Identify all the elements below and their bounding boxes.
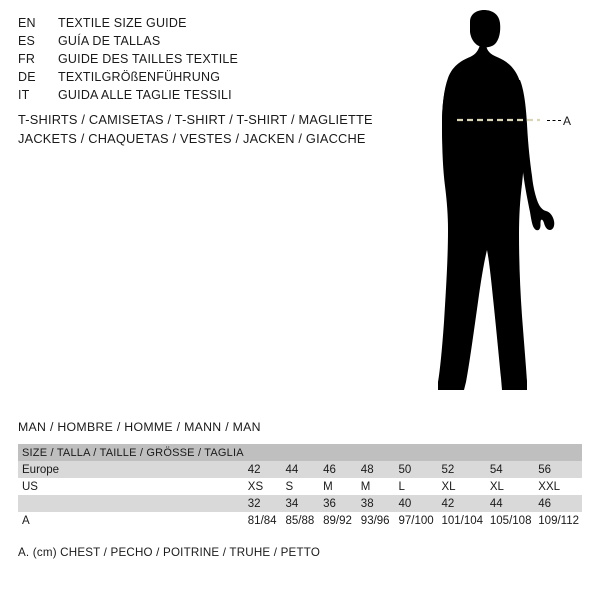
table-cell: 109/112 xyxy=(534,512,582,529)
table-cell: 44 xyxy=(486,495,534,512)
table-cell: M xyxy=(357,478,395,495)
table-cell: XXL xyxy=(534,478,582,495)
table-cell: 40 xyxy=(394,495,437,512)
language-text: TEXTILGRÖßENFÜHRUNG xyxy=(58,70,221,84)
table-cell: Europe xyxy=(18,461,244,478)
table-cell: 56 xyxy=(534,461,582,478)
table-cell: A xyxy=(18,512,244,529)
language-text: TEXTILE SIZE GUIDE xyxy=(58,16,187,30)
table-cell: 48 xyxy=(357,461,395,478)
table-cell: US xyxy=(18,478,244,495)
table-cell: 97/100 xyxy=(394,512,437,529)
table-cell: 36 xyxy=(319,495,357,512)
table-cell: 89/92 xyxy=(319,512,357,529)
table-cell: 54 xyxy=(486,461,534,478)
table-cell: S xyxy=(281,478,319,495)
table-cell: 32 xyxy=(244,495,282,512)
section-title-man: MAN / HOMBRE / HOMME / MANN / MAN xyxy=(18,420,261,434)
table-header-cell: SIZE / TALLA / TAILLE / GRÖSSE / TAGLIA xyxy=(18,444,244,461)
language-text: GUÍA DE TALLAS xyxy=(58,34,161,48)
language-row xyxy=(18,86,378,104)
language-row xyxy=(18,14,378,32)
language-text: GUIDE DES TAILLES TEXTILE xyxy=(58,52,239,66)
measurement-leader-line xyxy=(547,120,561,122)
table-header-row xyxy=(18,444,582,461)
table-cell: 101/104 xyxy=(438,512,486,529)
table-row xyxy=(18,512,582,529)
table-cell: 46 xyxy=(319,461,357,478)
table-cell: XL xyxy=(486,478,534,495)
language-code: DE xyxy=(18,70,36,84)
measurement-label-a: A xyxy=(563,114,572,128)
table-cell: XL xyxy=(438,478,486,495)
table-cell: 38 xyxy=(357,495,395,512)
table-cell: 46 xyxy=(534,495,582,512)
language-row xyxy=(18,68,378,86)
table-cell: 52 xyxy=(438,461,486,478)
table-header-cell xyxy=(319,444,357,461)
table-cell: 50 xyxy=(394,461,437,478)
category-list xyxy=(18,110,418,148)
table-cell: M xyxy=(319,478,357,495)
table-header-cell xyxy=(438,444,486,461)
table-header-cell xyxy=(486,444,534,461)
table-cell: 44 xyxy=(281,461,319,478)
table-header-cell xyxy=(357,444,395,461)
category-line-jackets: JACKETS / CHAQUETAS / VESTES / JACKEN / GIACCHE xyxy=(18,131,366,146)
table-cell xyxy=(18,495,244,512)
category-line-tshirts: T-SHIRTS / CAMISETAS / T-SHIRT / T-SHIRT / MAGLIETTE xyxy=(18,112,373,127)
table-row xyxy=(18,461,582,478)
table-cell: XS xyxy=(244,478,282,495)
silhouette-icon xyxy=(400,10,600,410)
table-header-cell xyxy=(394,444,437,461)
male-silhouette-figure xyxy=(400,10,600,410)
language-text: GUIDA ALLE TAGLIE TESSILI xyxy=(58,88,232,102)
table-header-cell xyxy=(281,444,319,461)
language-code: FR xyxy=(18,52,36,66)
table-cell: 42 xyxy=(438,495,486,512)
language-code: IT xyxy=(18,88,30,102)
table-cell: 105/108 xyxy=(486,512,534,529)
size-table xyxy=(18,444,582,529)
table-row xyxy=(18,478,582,495)
language-row xyxy=(18,32,378,50)
language-row xyxy=(18,50,378,68)
table-header-cell xyxy=(534,444,582,461)
table-cell: 81/84 xyxy=(244,512,282,529)
footnote-chest-measure: A. (cm) CHEST / PECHO / POITRINE / TRUHE / PETTO xyxy=(18,546,321,559)
table-header-cell xyxy=(244,444,282,461)
table-cell: L xyxy=(394,478,437,495)
table-row xyxy=(18,495,582,512)
language-list xyxy=(18,14,378,104)
table-cell: 34 xyxy=(281,495,319,512)
table-cell: 42 xyxy=(244,461,282,478)
table-cell: 93/96 xyxy=(357,512,395,529)
language-code: ES xyxy=(18,34,36,48)
language-code: EN xyxy=(18,16,36,30)
table-cell: 85/88 xyxy=(281,512,319,529)
